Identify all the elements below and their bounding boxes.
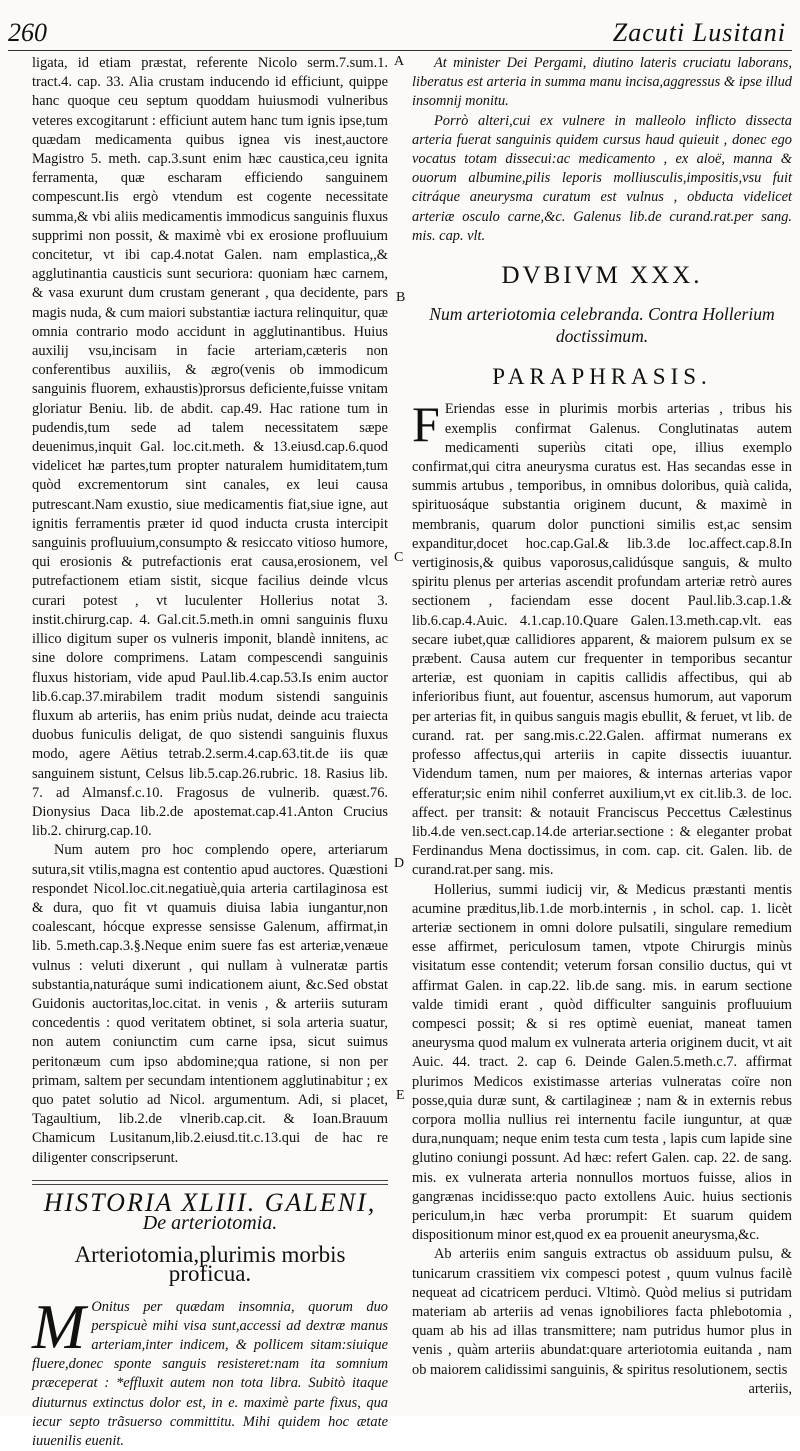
right-column [412, 54, 792, 1399]
historia-text-body: Onitus per quædam insomnia, quorum duo perspicuè mihi visa sunt,accessi ad dextræ manus arteriam,inter indicem, & pollicem sitam:siuique fluere,donec sponte sanguis resisteret:nam ita somnium præceperat : *effluxit autem non tota libra. Subitò itaque diuturnus extinctus dolor est, in e. maximè parte fixus, qua iecur septo trãsuerso committitu. Mihi quidem hoc ætate iuuenilis euenit. [32, 1298, 388, 1450]
left-column [32, 54, 388, 1451]
margin-letter-e: E [396, 1088, 405, 1103]
historia-heading: HISTORIA XLIII. GALENI, [43, 1187, 377, 1217]
paraphrasis-text-body: Eriendas esse in plurimis morbis arterias , tribus his exemplis confirmat Galenus. Conglutinatas autem medicamenti superiùs citati ope, illius exemplo confirmat,qui citra aneurysma curatus est. Has secandas esse in summis artubus , temporibus, in omnibus doloribus, quià calida, spirituosáque substantia originem ducunt, & maximè in membranis, quarum dolor punctioni similis est,ac sensim expanditur,docet hoc.cap.Gal.& lib.3.de loc.affect.cap.8.In vertiginosis,& quibus vaporosus,calidúsque sanguis, & multo spiritu plenus per arterias ascendit profundam arteriæ retrò aures sectionem , faciendam esse docent Paul.lib.3.cap.1.& lib.6.cap.4.Auic. 4.1.cap.10.Quare Galen.13.meth.cap.vlt. eas secare iubet,quæ callidiores apparent, & maiorem pulsum ex se præbent. Causa autem cur frequenter in temporibus secantur arteriæ, est quoniam in capitis callidis affectibus, qui ab inferioribus fiunt, aut fouentur, ascensus humorum, aut vaporum per arterias fit, in quibus sanguis magis ebullit, & feruet, vt lib. de curand. rat. per sang.mis.c.22.Galen. affirmat numerans ex professo affectus,qui arteriis in capite dissectis iuuantur. Videndum tamen, num per maiores, & internas arterias vapor efferatur;sic enim nihil conferret auxilium,vt ex cit.lib.3. de loc. affect. per transit: & notauit Franciscus Peccettus Cælestinus lib.4.de ven.sect.cap.14.de arteriar.sectione : & eleganter probat Ferdinandus Mena doctissimus, in com. cap. cit. Galen. lib. de curand.rat.per sang. mis. [412, 401, 792, 879]
section-rule [32, 1180, 388, 1185]
right-paragraph-2: Porrò alteri,cui ex vulnere in malleolo inflicto dissecta arteria fuerat sanguinis quidem cursus haud quieuit , donec ego vocatus totam dissecui:ac medicamento , ex aloë, manna & ouorum albumine,pilis leporis molliusculis,impositis,vsu fuit citráque aneurysma curatum est vulnus , obducta videlicet arteriæ osculo carne,&c. Galenus lib.de curand.rat.per sang. mis. cap. vlt. [412, 112, 792, 244]
running-title: Zacuti Lusitani [612, 18, 786, 47]
page-number: 260 [8, 18, 47, 47]
catchword: arteriis, [748, 1380, 792, 1397]
paraphrasis-text [412, 396, 792, 880]
right-paragraph-hollerius: Hollerius, summi iudicij vir, & Medicus præstanti mentis acumine præditus,lib.1.de morb.internis , in schol. cap. 1. licèt arteriæ sectionem in omni dolore pulsatili, singulare remedium esse affirmet, periculosum tamen, vtpote Chirurgis minùs visitatum esse contendit; veterum forsan consilio ductus, qui vt affirmat Galen. in cap.22. lib.de sang. mis. in earum sectione valde timidi erant , quòd difficulter sanguinis profluuium compesci possit; & si res optimè eueniat, maneat tamen aneurysma quod malum ex vulnerata arteria originem ducit, vt ait Auic. 44. tract. 2. cap 6. Deinde Galen.5.meth.c.7. affirmat plurimos Medicos existimasse arterias vulneratas coïre non posse,quia duræ sunt, & cartilagineæ ; nam & in externis rebus corpora mollia nullius rei internentu facile iunguntur, at quæ dura,nunquam; neque enim testa cum testa , lapis cum lapide sine glutino coniungi possunt. Ad hæc: refert Galen. cap. 22. de sang. mis. ex vulnerata arteria nonnullos mortuos fuisse, alios in gangrænas incidisse:quo pacto extollens Auic. huius sectionis periculum,in hæc verba prorumpit: Et suarum quidem dispositionum minor est,quod ex ea prouenit aneurysma,&c. [412, 881, 792, 1244]
paraphrasis-heading: PARAPHRASIS. [492, 364, 712, 390]
left-paragraph-2: Num autem pro hoc complendo opere, arteriarum sutura,sit vtilis,magna est contentio apud auctores. Quæstioni respondet Nicol.loc.cit.negatiuè,quia arteria cartilaginosa est & dura, quo fit vt quamuis diuisa labia iungantur,non coalescant, hócque expresse sensisse Galenum, affirmat,in lib. 5.meth.cap.3.§.Neque enim suere fas est arteriæ,venæue vulnus : veluti dixerunt , qui nullam à vulneratæ partis substantia,naturáque sumi indicationem aiunt, &c.Sed obstat Guidonis auctoritas,loc.citat. in venis , & arteriis suturam concedentis : quod veritatem obtinet, si sola arteria suatur, non autem coniunctim cum carne ipsa, sicut suimus peritonæum cum ipso abdomine;qua ratione, si non per primam, saltem per secundam intentionem agglutinabitur ; ex quo patet solutio ad Nicol. argumentum. Adi, si placet, Tagaultium, lib.2.de vlnerib.cap.cit. & Ioan.Brauum Chamicum Lusitanum,lib.2.eiusd.tit.c.13.qui de hac re diligenter conscripserunt. [32, 842, 388, 1166]
page-header [8, 18, 792, 50]
historia-subtitle: De arteriotomia. [142, 1211, 278, 1234]
margin-letter-b: B [396, 290, 406, 305]
margin-letter-c: C [394, 550, 404, 565]
arteriotomia-heading: Arteriotomia,plurimis morbis proficua. [74, 1242, 346, 1287]
dubium-question: Num arteriotomia celebranda. Contra Hollerium doctissimum. [429, 304, 775, 347]
margin-letter-a: A [394, 54, 405, 69]
header-rule [8, 50, 792, 51]
left-paragraph-1: ligata, id etiam præstat, referente Nicolo serm.7.sum.1. tract.4. cap. 33. Alia crustam inducendo id efficiunt, quippe hanc quoque ceu septum quoddam huiusmodi vulneribus veteres excogitarunt : efficiunt autem hanc tum ignis ipse,tum quædam medicamenta quibus ignea vis inest,auctore Magistro 5. meth. cap.3.sunt enim hæc caustica,ceu ignita ferramenta, quæ escharam efficiendo sanguinem compescunt.Iis ergò vtendum est cogente necessitate summa,& vbi aliis medicamentis immodicus sanguinis fluxus supprimi non possit, & maximè vbi ex erosione profluuium concitetur, vt ibi cap.4.notat Galen. nam emplastica,,& agglutinantia causticis sunt securiora: quoniam hæc carnem, & vasa exurunt dum crustam generant , qua decidente, pars magis nuda, & cum maiori substantiæ iactura relinquitur, quæ omnia contrario modo accidunt in agglutinantibus. Huius auxilij vsu,incisam in facie arteriam,cæteris non conferentibus auxiliis, & ægro(venis ob immodicum sanguinis fluorem, exhaustis)prorsus deficiente,fuisse vnitam gloriatur Beniu. lib. de abdit. cap.49. Hac ratione tum in pudendis,tum sede ad talem necessitatem sæpe deuenimus,inquit Gal. loc.cit.meth. & 13.eiusd.cap.6.quod videlicet hæ partes,tum propter naturalem humiditatem,tum quòd excrementorum sint canales, ex leui causa putrescant.Nam exustio, siue medicamentis fiat,siue igne, aut ignitis ferramentis præter id quod inducta crusta intercipit sanguinis profluuium,consumpto & resiccato vitioso humore, qui erosionis & putrefactionis erat causa,erosionem, vel putrefactionem etiam sistit, sicque facilius deinde vlcus curari potest , vt luculenter Hollerius notat 3. instit.chirurg.cap. 4. Gal.cit.5.meth.in omni sanguinis fluxu illico digitum super os vulneris imponit, blandè innitens, ac sine dolore comprimens. Latam compescendi sanguinis fluxus historiam, vide apud Paul.lib.4.cap.53.Is enim auctor lib.6.cap.37.mirabilem tradit modum sistendi sanguinis fluxum ab arteriis, has enim priùs nudat, deinde acu traiecta duobus funiculis deligat, de quo sistendi sanguinis fluxus modo, agere Aëtius tetrab.2.serm.4.cap.63.tit.de iis quæ sanguinem sistunt, Celsus lib.5.cap.26.rubric. 18. Rasius lib. 7. ad Almansf.c.10. Fragosus de vulnerib. quæst.76. Dionysius Daca lib.2.de apostemat.cap.41.Anton Crucius lib.2. chirurg.cap.10. [32, 55, 388, 840]
right-paragraph-final: Ab arteriis enim sanguis extractus ob assiduum pulsu, & tunicarum crassitiem vix compesci potest , quum vulnus facilè nequeat ad cicatricem perduci. Vltimò. Quòd melius si putridam materiam ab arteriis ad venas ignobiliores facta phlebotomia , quam ab his ad illas transmittere; nam putridus humor plus in venis , quàm arteriis abundat:quare arteriotomia euitanda , nam ob maiorem calidissimi sanguinis, & spiritus resolutionem, sectis [412, 1246, 792, 1378]
drop-cap-f: F [412, 396, 440, 453]
margin-letter-d: D [394, 856, 405, 871]
drop-cap-m: M [32, 1290, 86, 1362]
dubium-heading: DVBIVM XXX. [501, 262, 703, 290]
historia-text [32, 1290, 388, 1451]
right-paragraph-1: At minister Dei Pergami, diutino lateris cruciatu laborans, liberatus est arteria in summa manu incisa,aggressus & ipse illud insomnij monitu. [412, 55, 792, 110]
